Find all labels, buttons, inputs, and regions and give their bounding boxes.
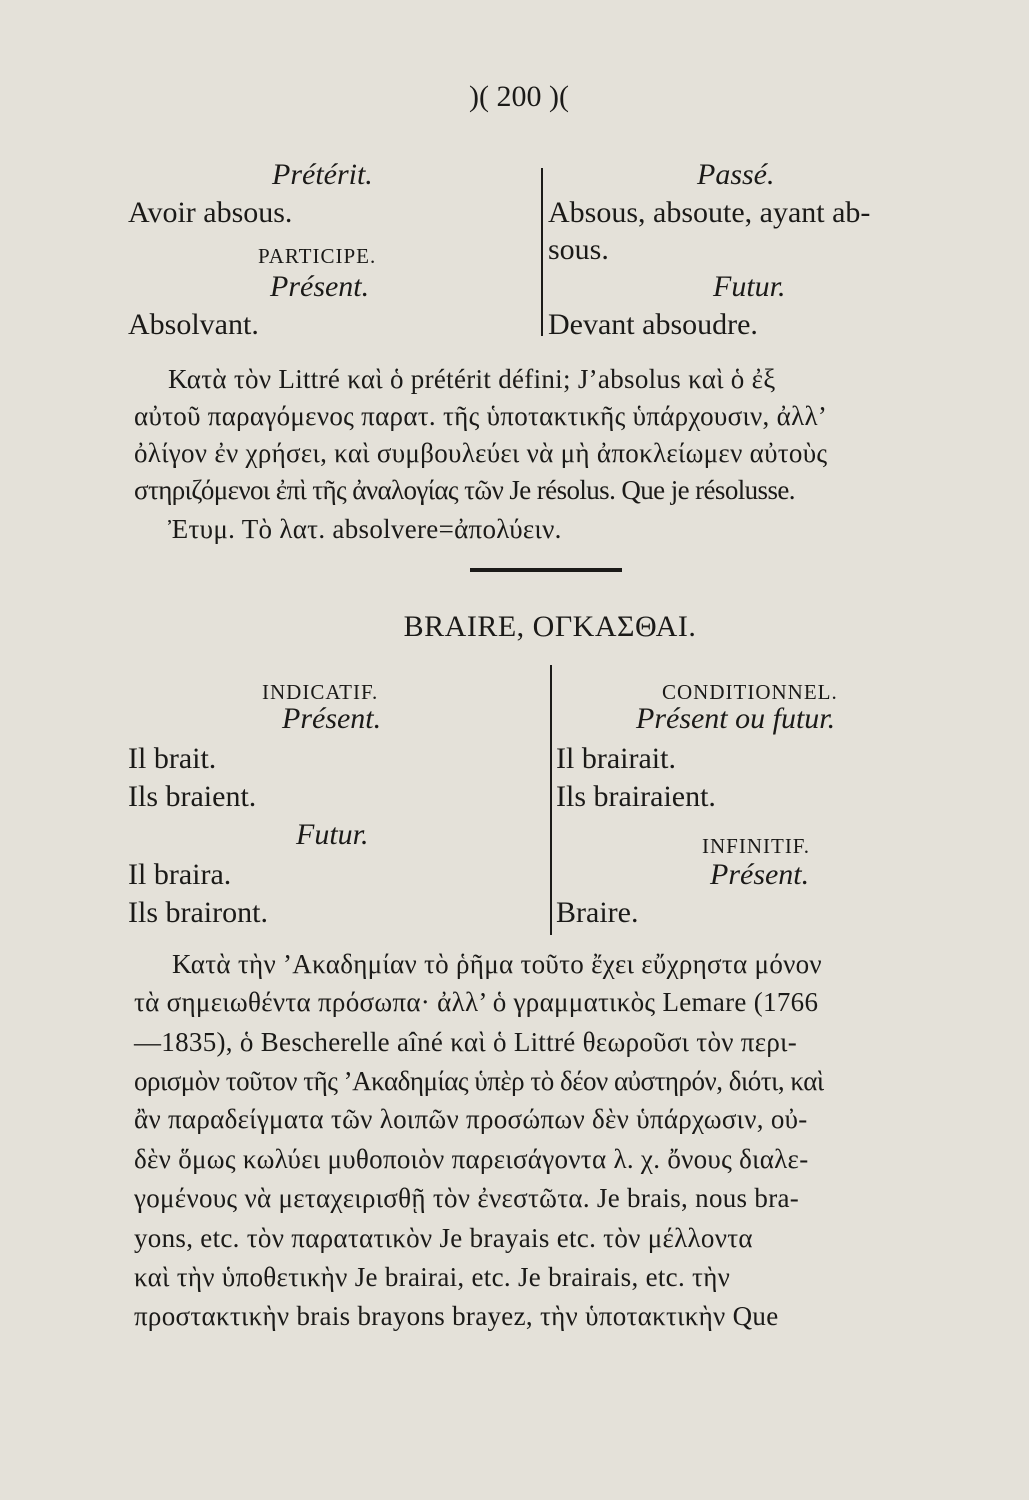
note-line: ἂν παραδείγματα τῶν λοιπῶν προσώπων δὲν ὑπάρχωσιν, οὐ- [134, 1104, 808, 1134]
column-divider-top [541, 168, 543, 336]
infinitif-form: Braire. [556, 896, 639, 929]
participe-present-form: Absolvant. [128, 308, 259, 341]
column-divider-bottom [550, 665, 552, 935]
indicatif-heading: INDICATIF. [262, 680, 379, 704]
indicatif-futur-form: Il braira. [128, 858, 232, 891]
note-line: ὀλίγον ἐν χρήσει, καὶ συμβουλεύει νὰ μὴ ἀποκλείωμεν αὐτοὺς [134, 438, 828, 468]
indicatif-futur-heading: Futur. [296, 818, 369, 851]
preterit-heading: Prétérit. [272, 158, 373, 191]
note-line: προστακτικὴν brais brayons brayez, τὴν ὑποτακτικὴν Que [134, 1301, 779, 1331]
note-line: αὐτοῦ παραγόμενος παρατ. τῆς ὑποτακτικῆς ὑπάρχουσιν, ἀλλ’ [134, 401, 828, 431]
indicatif-present-heading: Présent. [282, 702, 382, 735]
infinitif-heading: INFINITIF. [702, 834, 811, 858]
futur-heading: Futur. [713, 270, 786, 303]
note-line: στηριζόμενοι ἐπὶ τῆς ἀναλογίας τῶν Je résolus. Que je résolusse. [134, 475, 795, 505]
participe-present-heading: Présent. [270, 270, 370, 303]
page-number: )( 200 )( [469, 80, 569, 113]
note-line: καὶ τὴν ὑποθετικὴν Je brairai, etc. Je brairais, etc. τὴν [134, 1262, 731, 1292]
indicatif-futur-form: Ils brairont. [128, 896, 268, 929]
note-line: —1835), ὁ Bescherelle aîné καὶ ὁ Littré θεωροῦσι τὸν περι- [134, 1027, 797, 1057]
note-line: γομένους νὰ μεταχειρισθῇ τὸν ἐνεστῶτα. Je brais, nous bra- [134, 1183, 800, 1213]
section-separator [470, 568, 622, 572]
infinitif-tense: Présent. [710, 858, 810, 891]
participe-heading: PARTICIPE. [258, 244, 377, 268]
verb-title: BRAIRE, ΟΓΚΑΣΘΑΙ. [403, 610, 697, 643]
note-line: yons, etc. τὸν παρατατικὸν Je brayais etc. τὸν μέλλοντα [134, 1223, 753, 1253]
note-line: Κατὰ τὸν Littré καὶ ὁ prétérit défini; J’absolus καὶ ὁ ἐξ [168, 364, 776, 394]
futur-form: Devant absoudre. [548, 308, 758, 341]
indicatif-present-form: Il brait. [128, 742, 217, 775]
conditionnel-tense: Présent ou futur. [636, 702, 836, 735]
preterit-form: Avoir absous. [128, 196, 293, 229]
note-line: Ἐτυμ. Τὸ λατ. absolvere=ἀπολύειν. [168, 514, 562, 544]
passe-line-1: Absous, absoute, ayant ab- [548, 196, 871, 229]
passe-line-2: sous. [548, 233, 609, 266]
indicatif-present-form: Ils braient. [128, 780, 257, 813]
note-line: τὰ σημειωθέντα πρόσωπα· ἀλλ’ ὁ γραμματικὸς Lemare (1766 [134, 987, 819, 1017]
note-line: ορισμὸν τοῦτον τῆς ’Ακαδημίας ὑπὲρ τὸ δέον αὐστηρόν, διότι, καὶ [134, 1066, 824, 1096]
note-line: δὲν ὅμως κωλύει μυθοποιὸν παρεισάγοντα λ. χ. ὄνους διαλε- [134, 1144, 809, 1174]
note-line: Κατὰ τὴν ’Ακαδημίαν τὸ ῥῆμα τοῦτο ἔχει εὔχρηστα μόνον [172, 949, 822, 979]
conditionnel-form: Ils brairaient. [556, 780, 716, 813]
conditionnel-form: Il brairait. [556, 742, 676, 775]
conditionnel-heading: CONDITIONNEL. [662, 680, 838, 704]
passe-heading: Passé. [697, 158, 775, 191]
